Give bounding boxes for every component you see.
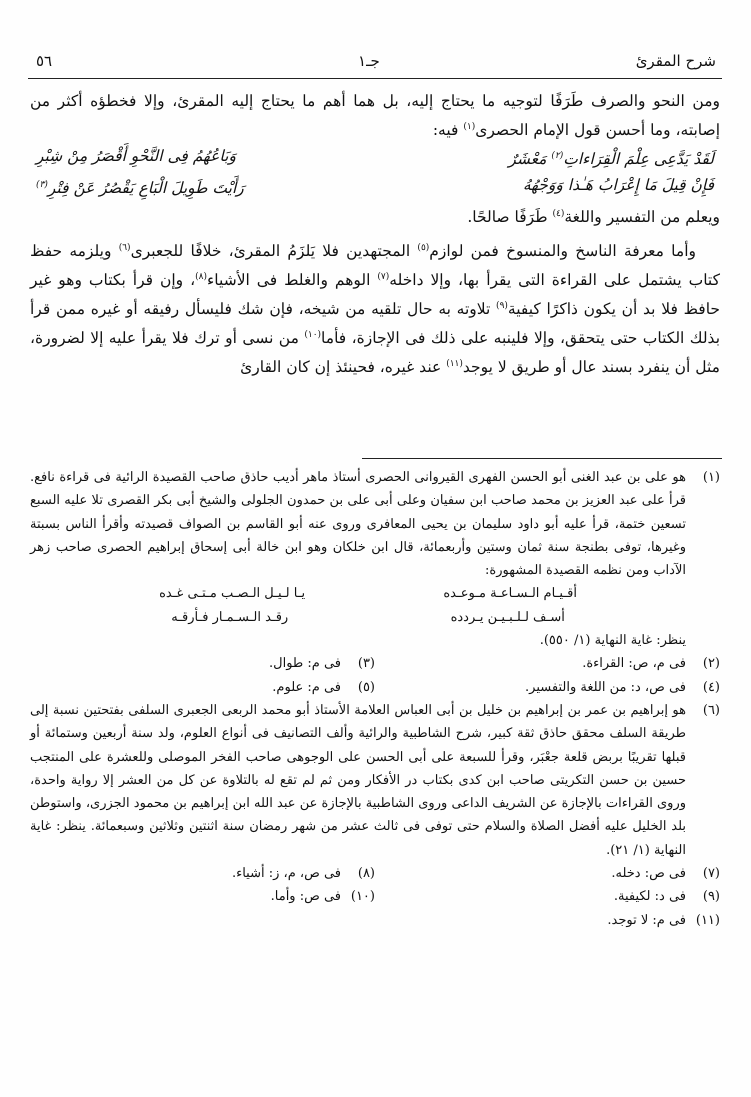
footnote-11: (١١) فى م: لا توجد. [607,912,720,928]
footnote-row: (٩) فى د: لكيفية. (١٠) فى ص: وأما. [270,889,720,905]
footnote-row: (٢) فى م، ص: القراءة. (٣) فى م: طوال. [269,656,720,672]
volume-label: جـ١ [358,52,380,70]
poem-line-2: أسـف لـلـبـيـن يـردده رقـد الـسـمـار فـأرقـه [171,609,565,625]
footnote-row: (٤) فى ص، د: من اللغة والتفسير. (٥) فى م: علوم. [272,679,720,695]
verse-hemistich: وَبَاعُهُمُ فِى النَّحْوِ أَقْصَرُ مِنْ شِبْرِ [36,147,236,166]
footnote-rule [362,458,722,459]
paragraph-2: ويعلم من التفسير واللغة$^{(٤)}$ طَرَفًا صالحًا. [467,208,720,227]
verse-line-1 [36,143,714,172]
running-title: شرح المقرئ [635,52,716,70]
verse-line-2 [36,172,714,201]
page-header [28,50,722,76]
footnote-6: (٦) هو إبراهيم بن عمر بن إبراهيم بن خليل بن أبى العباس العلامة الأستاذ أبو محمد الربعى الجعبرى السلفى بفتحتين نسبة إلى طريقة السلف محقق حاذق ثقة كبير، شرح الشاطبية والرائية وألف التصانيف فى أنواع العلوم، ولد سنة أربعين وستمائة أو قبلها تقريبًا بربض قلعة جعْبَر، وقرأ للسبعة على أبى الحسن على الوجوهى صاحب الفخر الموصلى وللعشرة على المنتجب حسين بن حسن التكريتى صاحب ابن كدى بكتاب در الأفكار ومن ثم لم تقع له بالتلاوة عن كل من العشر إلا رواية واحدة، وروى القراءات بالإجازة عن الشريف الداعى وروى الشاطبية بالإجازة عن عبد الله ابن إبراهيم بن محمود الجزرى، واستوطن بلد الخليل عليه أفضل الصلاة والسلام حتى توفى فى ثالث عشر من شهر رمضان سنة اثنتين وثلاثين وسبعمائة. ينظر: غاية النهاية (١/ ٢١). [30,702,720,858]
verse-hemistich: فَإِنْ قِيلَ مَا إِعْرَابُ هَـٰذا وَوَجْهُهُ [522,176,714,195]
footnote-1: (١) هو على بن عبد الغنى أبو الحسن الفهرى القيروانى الحصرى أستاذ ماهر أديب حاذق صاحب القصيدة الرائية فى قراءة نافع. قرأ على عبد العزيز بن محمد صاحب ابن سفيان وعلى أبى على بن حمدون الجلولى والشيخ أبى بكر القصرى تلا عليه السبع تسعين ختمة، قرأ عليه أبو داود سليمان بن يحيى المعافرى وروى عنه أبو القاسم بن الصواف قصيدته وأقرأ الناس بسبتة وغيرها، توفى بطنجة سنة ثمان وستين وأربعمائة، قال ابن خلكان وهو ابن خالة أبى إسحاق إبراهيم الحصرى صاحب زهر الآداب ومن نظمه القصيدة المشهورة: أقـيـام الـسـاعـة مـوعـده يـا لـيـل الـصـب مـتـى غـده أسـف لـلـبـيـن يـردده رقـد الـسـمـار فـأرقـه ينظر: غاية النهاية (١/ ٥٥٠). [30,466,720,652]
header-rule [28,78,722,79]
page-number: ٥٦ [36,52,53,70]
paragraph-3: وأما معرفة الناسخ والمنسوخ فمن لوازم$^{(٥)}$ المجتهدين فلا يَلزَمُ المقرئ، خلافًا للجعبرى$^{(٦)}$ ويلزمه حفظ كتاب يشتمل على القراءة التى يقرأ بها، وإلا داخله$^{(٧)}$ الوهم والغلط فى الأشياء$^{(٨)}$، وإن قرأ بكتاب وهو غير حافظ فلا بد أن يكون ذاكرًا كيفية$^{(٩)}$ تلاوته به حال تلقيه من شيخه، فإن شك فليسأل رفيقه أو غيره ممن قرأ بذلك الكتاب حتى يتحقق، وإلا فلينبه على ذلك فى الإجازة، فأما$^{(١٠)}$ من نسى أو ترك فلا يقرأ عليه إلا لضرورة، مثل أن ينفرد بسند عال أو طريق لا يوجد$^{(١١)}$ عند غيره، فحينئذ إن كان القارئ [30,241,721,377]
footnote-source: ينظر: غاية النهاية (١/ ٥٥٠). [539,633,686,649]
verse-hemistich: لَقَدْ يَدَّعِى عِلْمَ الْقِرَاءاتِ$^{(٢)}$ مَعْشَرٌ [508,150,714,169]
poem-line-1: أقـيـام الـسـاعـة مـوعـده يـا لـيـل الـصـب مـتـى غـده [159,586,577,602]
verse-hemistich: رَأَيْتَ طَوِيلَ الْبَاعِ يَقْصُرُ عَنْ فِتْرِ$^{(٣)}$ [36,179,244,198]
main-text [30,88,720,380]
paragraph-1: ومن النحو والصرف طَرَفًا لتوجيه ما يحتاج إليه، بل هما أهم ما يحتاج إليه المقرئ، وإلا فخطؤه أكثر من إصابته، وما أحسن قول الإمام الحصرى$^{(١)}$ فيه: [30,92,720,140]
footnotes [30,466,720,932]
footnote-row: (٧) فى ص: دخله. (٨) فى ص، م، ز: أشياء. [231,866,720,882]
footnote-ref: (١) [463,122,476,132]
